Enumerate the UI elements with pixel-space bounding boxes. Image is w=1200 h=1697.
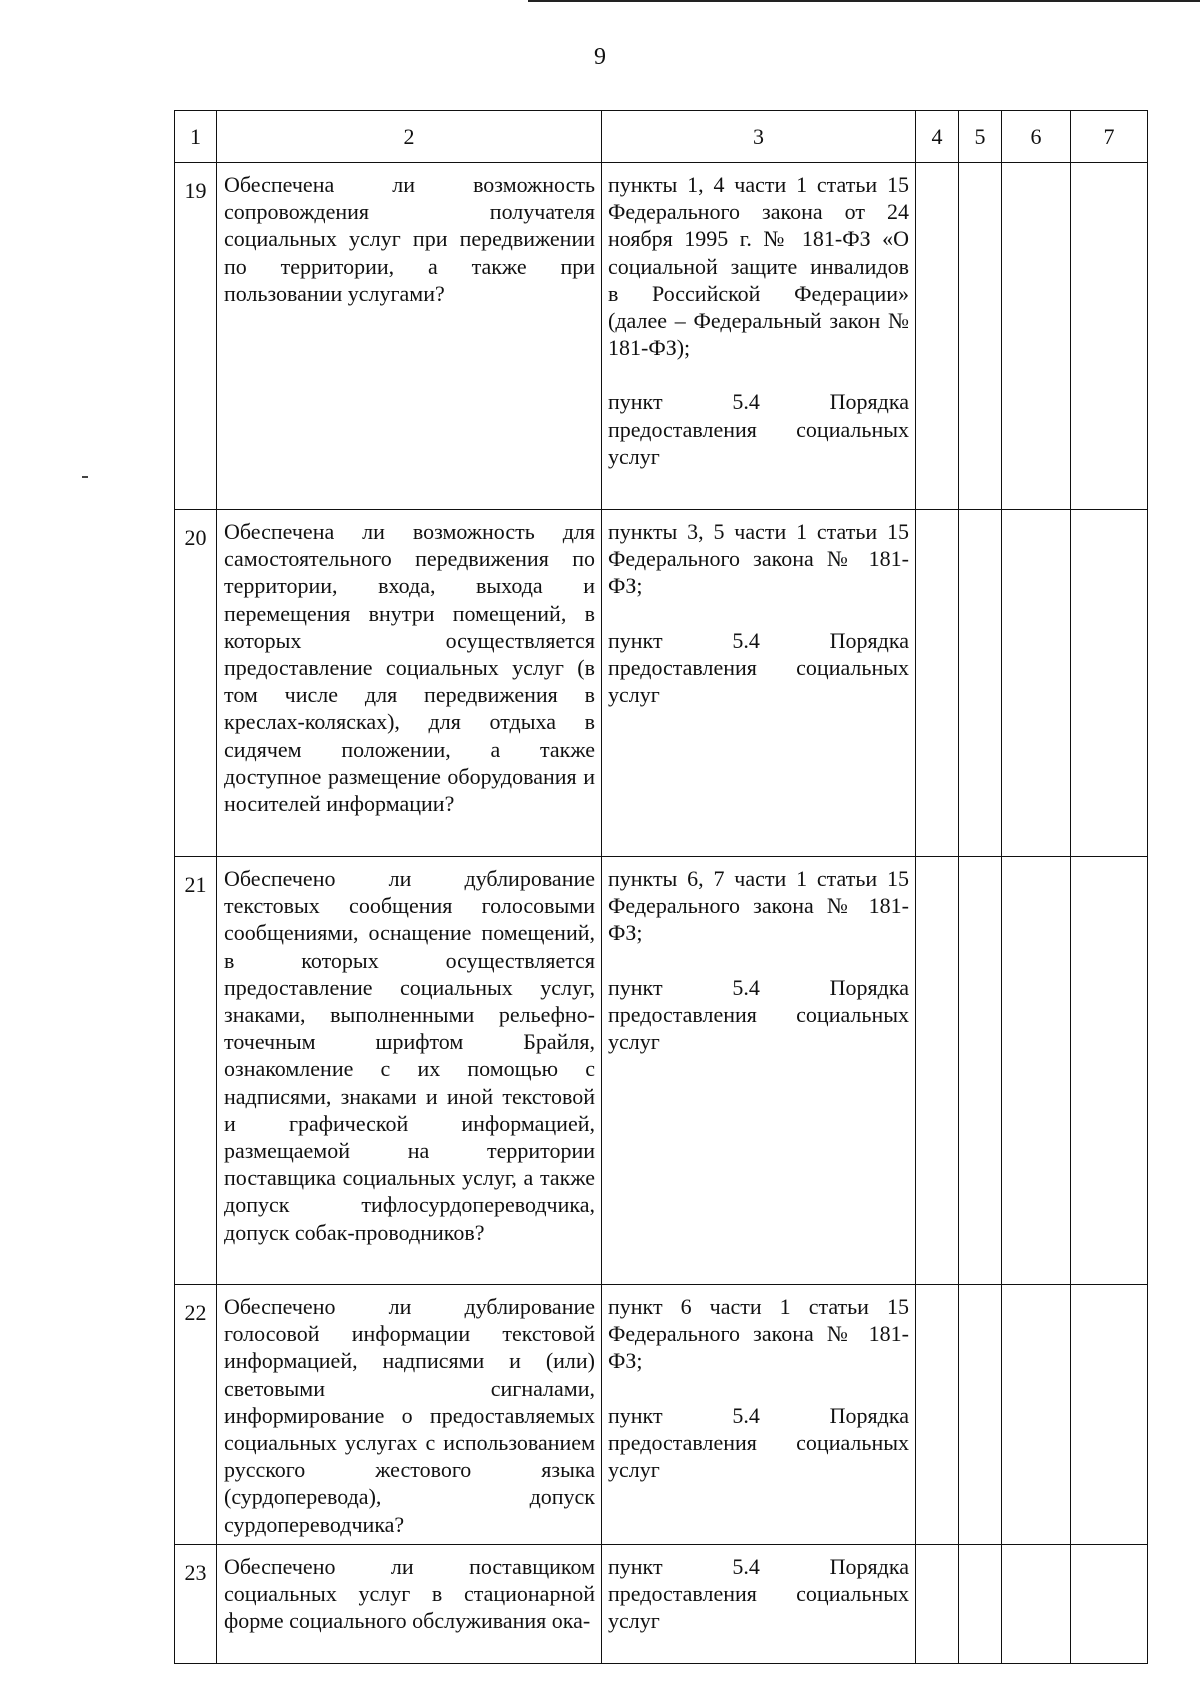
legal-reference-cell — [602, 1545, 916, 1664]
empty-cell — [959, 1545, 1002, 1664]
empty-cell — [959, 510, 1002, 857]
empty-cell — [1071, 163, 1148, 510]
row-number: 21 — [175, 857, 217, 1285]
empty-cell — [916, 857, 959, 1285]
table-row — [175, 857, 1148, 1285]
legal-reference: пункт 5.4 Порядка предоставления социальных услуг — [608, 389, 909, 469]
header-col-1: 1 — [175, 111, 217, 163]
table-row — [175, 1285, 1148, 1545]
empty-cell — [916, 1545, 959, 1664]
header-col-2: 2 — [217, 111, 602, 163]
row-number: 20 — [175, 510, 217, 857]
header-col-4: 4 — [916, 111, 959, 163]
header-col-5: 5 — [959, 111, 1002, 163]
legal-reference-cell — [602, 1285, 916, 1545]
row-number: 19 — [175, 163, 217, 510]
scan-mark — [82, 476, 88, 478]
question-cell: Обеспечена ли возможность для самостоятельного передвижения по территории, входа, выхода и перемещения внутри помещений, в которых осуществляется предоставление социальных услуг (в том числе для передвижения в креслах-колясках), для отдыха в сидячем положении, а также доступное размещение оборудования и носителей информации? — [217, 510, 602, 857]
legal-reference-cell — [602, 857, 916, 1285]
header-col-6: 6 — [1002, 111, 1071, 163]
legal-reference: пункты 3, 5 части 1 статьи 15 Федерального закона № 181-ФЗ; — [608, 519, 909, 599]
legal-reference: пункты 1, 4 части 1 статьи 15 Федерального закона от 24 ноября 1995 г. № 181-ФЗ «О социальной защите инвалидов в Российской Федерации» (далее – Федеральный закон № 181-ФЗ); — [608, 172, 909, 361]
empty-cell — [916, 510, 959, 857]
row-number: 22 — [175, 1285, 217, 1545]
empty-cell — [1071, 510, 1148, 857]
empty-cell — [1002, 163, 1071, 510]
header-col-7: 7 — [1071, 111, 1148, 163]
legal-reference: пункт 5.4 Порядка предоставления социальных услуг — [608, 1554, 909, 1634]
empty-cell — [916, 1285, 959, 1545]
question-cell: Обеспечено ли дублирование голосовой информации текстовой информацией, надписями и (или) световыми сигналами, информирование о предоставляемых социальных услугах с использованием русского жестового языка (сурдоперевода), допуск сурдопереводчика? — [217, 1285, 602, 1545]
empty-cell — [1002, 510, 1071, 857]
table-row — [175, 163, 1148, 510]
empty-cell — [959, 1285, 1002, 1545]
empty-cell — [1002, 1285, 1071, 1545]
legal-reference-cell — [602, 163, 916, 510]
empty-cell — [1071, 1545, 1148, 1664]
empty-cell — [959, 857, 1002, 1285]
legal-reference: пункт 5.4 Порядка предоставления социальных услуг — [608, 627, 909, 708]
empty-cell — [1002, 857, 1071, 1285]
question-cell: Обеспечено ли дублирование текстовых сообщения голосовыми сообщениями, оснащение помещений, в которых осуществляется предоставление социальных услуг, знаками, выполненными рельефно-точечным шрифтом Брайля, ознакомление с их помощью с надписями, знаками и иной текстовой и графической информацией, размещаемой на территории поставщика социальных услуг, а также допуск тифлосурдопереводчика, допуск собак-проводников? — [217, 857, 602, 1285]
page-number: 9 — [594, 44, 606, 70]
legal-reference: пункт 6 части 1 статьи 15 Федерального закона № 181-ФЗ; — [608, 1294, 909, 1374]
empty-cell — [1071, 857, 1148, 1285]
top-rule — [528, 0, 1200, 2]
header-row — [175, 111, 1148, 163]
empty-cell — [1071, 1285, 1148, 1545]
legal-reference-cell — [602, 510, 916, 857]
empty-cell — [916, 163, 959, 510]
empty-cell — [959, 163, 1002, 510]
table-row — [175, 510, 1148, 857]
empty-cell — [1002, 1545, 1071, 1664]
row-number: 23 — [175, 1545, 217, 1664]
legal-reference: пункт 5.4 Порядка предоставления социальных услуг — [608, 974, 909, 1055]
question-cell: Обеспечено ли поставщиком социальных услуг в стационарной форме социального обслуживания ока- — [217, 1545, 602, 1664]
legal-reference: пункт 5.4 Порядка предоставления социальных услуг — [608, 1402, 909, 1483]
question-cell: Обеспечена ли возможность сопровождения получателя социальных услуг при передвижении по территории, а также при пользовании услугами? — [217, 163, 602, 510]
checklist-table — [174, 110, 1148, 1664]
legal-reference: пункты 6, 7 части 1 статьи 15 Федерального закона № 181-ФЗ; — [608, 866, 909, 946]
header-col-3: 3 — [602, 111, 916, 163]
table-row — [175, 1545, 1148, 1664]
